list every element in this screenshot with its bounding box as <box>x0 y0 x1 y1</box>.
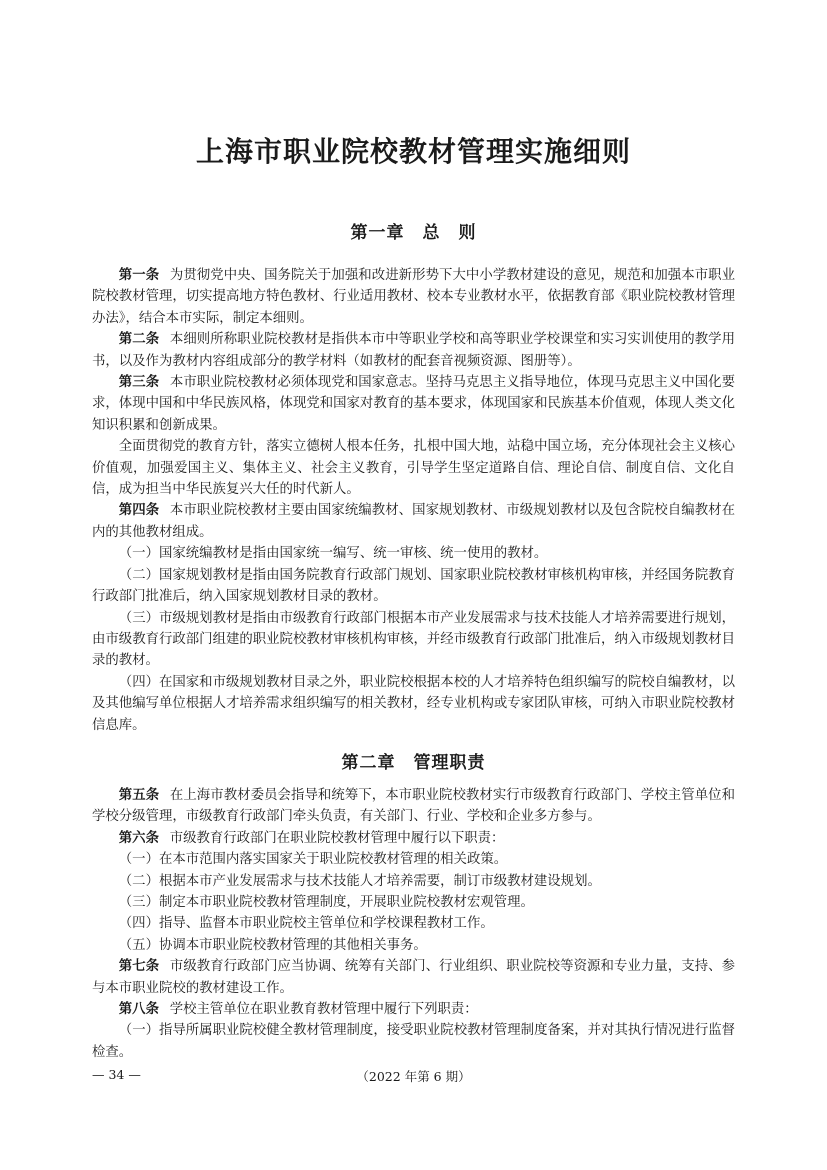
article-text: 本细则所称职业院校教材是指供本市中等职业学校和高等职业学校课堂和实习实训使用的教学用书，以及作为教材内容组成部分的教学材料（如教材的配套音视频资源、图册等）。 <box>92 332 736 369</box>
article-text: 市级教育行政部门应当协调、统筹有关部门、行业组织、职业院校等资源和专业力量，支持、参与本市职业院校的教材建设工作。 <box>92 959 736 996</box>
list-item: （四）在国家和市级规划教材目录之外，职业院校根据本校的人才培养特色组织编写的院校自编教材，以及其他编写单位根据人才培养需求组织编写的相关教材，经专业机构或专家团队审核，可纳入市职业院校教材信息库。 <box>92 674 735 733</box>
article-label: 第二条 <box>118 331 160 348</box>
article-text: 学校主管单位在职业教育教材管理中履行下列职责： <box>169 1002 478 1017</box>
article-text: 本市职业院校教材必须体现党和国家意志。坚持马克思主义指导地位，体现马克思主义中国化要求，体现中国和中华民族风格，体现党和国家对教育的基本要求，体现国家和民族基本价值观，体现人类文化知识积累和创新成果。 <box>92 375 736 433</box>
list-item: （二）国家规划教材是指由国务院教育行政部门规划、国家职业院校教材审核机构审核，并经国务院教育行政部门批准后，纳入国家规划教材目录的教材。 <box>92 567 735 605</box>
list-item: （一）在本市范围内落实国家关于职业院校教材管理的相关政策。 <box>118 852 508 868</box>
article-2 <box>92 329 735 372</box>
list-item: （三）制定本市职业院校教材管理制度，开展职业院校教材宏观管理。 <box>118 894 534 910</box>
list-item: （二）根据本市产业发展需求与技术技能人才培养需要，制订市级教材建设规划。 <box>118 873 601 889</box>
list-item: （一）指导所属职业院校健全教材管理制度，接受职业院校教材管理制度备案，并对其执行情况进行监督检查。 <box>92 1023 735 1060</box>
article-8 <box>92 999 735 1020</box>
article-label: 第三条 <box>118 374 160 391</box>
article-4 <box>92 500 735 543</box>
article-5 <box>92 785 735 828</box>
article-label: 第八条 <box>118 1001 159 1017</box>
article-label: 第七条 <box>118 958 160 975</box>
article-1 <box>92 265 735 329</box>
document-title: 上海市职业院校教材管理实施细则 <box>195 135 631 168</box>
article-label: 第六条 <box>118 829 159 846</box>
article-6 <box>92 828 735 849</box>
list-item: （三）市级规划教材是指由市级教育行政部门根据本市产业发展需求与技术技能人才培养需要进行规划，由市级教育行政部门组建的职业院校教材审核机构审核，并经市级教育行政部门批准后，纳入市级规划教材目录的教材。 <box>92 610 735 669</box>
article-label: 第五条 <box>118 786 160 803</box>
article-text: 本市职业院校教材主要由国家统编教材、国家规划教材、市级规划教材以及包含院校自编教材在内的其他教材组成。 <box>92 503 736 540</box>
article-label: 第一条 <box>118 267 160 283</box>
list-item: （一）国家统编教材是指由国家统一编写、统一审核、统一使用的教材。 <box>118 546 548 562</box>
paragraph: 全面贯彻党的教育方针，落实立德树人根本任务，扎根中国大地，站稳中国立场，充分体现社会主义核心价值观，加强爱国主义、集体主义、社会主义教育，引导学生坚定道路自信、理论自信、制度自信、文化自信，成为担当中华民族复兴大任的时代新人。 <box>92 439 735 498</box>
chapter-2-heading: 第二章 管理职责 <box>341 752 486 773</box>
article-7 <box>92 956 735 999</box>
article-text: 在上海市教材委员会指导和统筹下，本市职业院校教材实行市级教育行政部门、学校主管单位和学校分级管理，市级教育行政部门牵头负责，有关部门、行业、学校和企业多方参与。 <box>92 787 736 825</box>
article-text: 市级教育行政部门在职业院校教材管理中履行以下职责： <box>169 830 505 846</box>
list-item: （四）指导、监督本市职业院校主管单位和学校课程教材工作。 <box>118 916 494 932</box>
page-number: — 34 — <box>92 1067 141 1082</box>
article-label: 第四条 <box>118 502 160 519</box>
article-text: 为贯彻党中央、国务院关于加强和改进新形势下大中小学教材建设的意见，规范和加强本市职业院校教材管理，切实提高地方特色教材、行业适用教材、校本专业教材水平，依据教育部《职业院校教材管理办法》，结合本市实际，制定本细则。 <box>92 268 736 326</box>
document-page <box>92 120 735 1063</box>
list-item: （五）协调本市职业院校教材管理的其他相关事务。 <box>118 937 427 953</box>
article-3 <box>92 372 735 436</box>
chapter-1-heading: 第一章 总 则 <box>350 223 477 243</box>
issue-label: （2022 年第 6 期） <box>356 1069 471 1084</box>
